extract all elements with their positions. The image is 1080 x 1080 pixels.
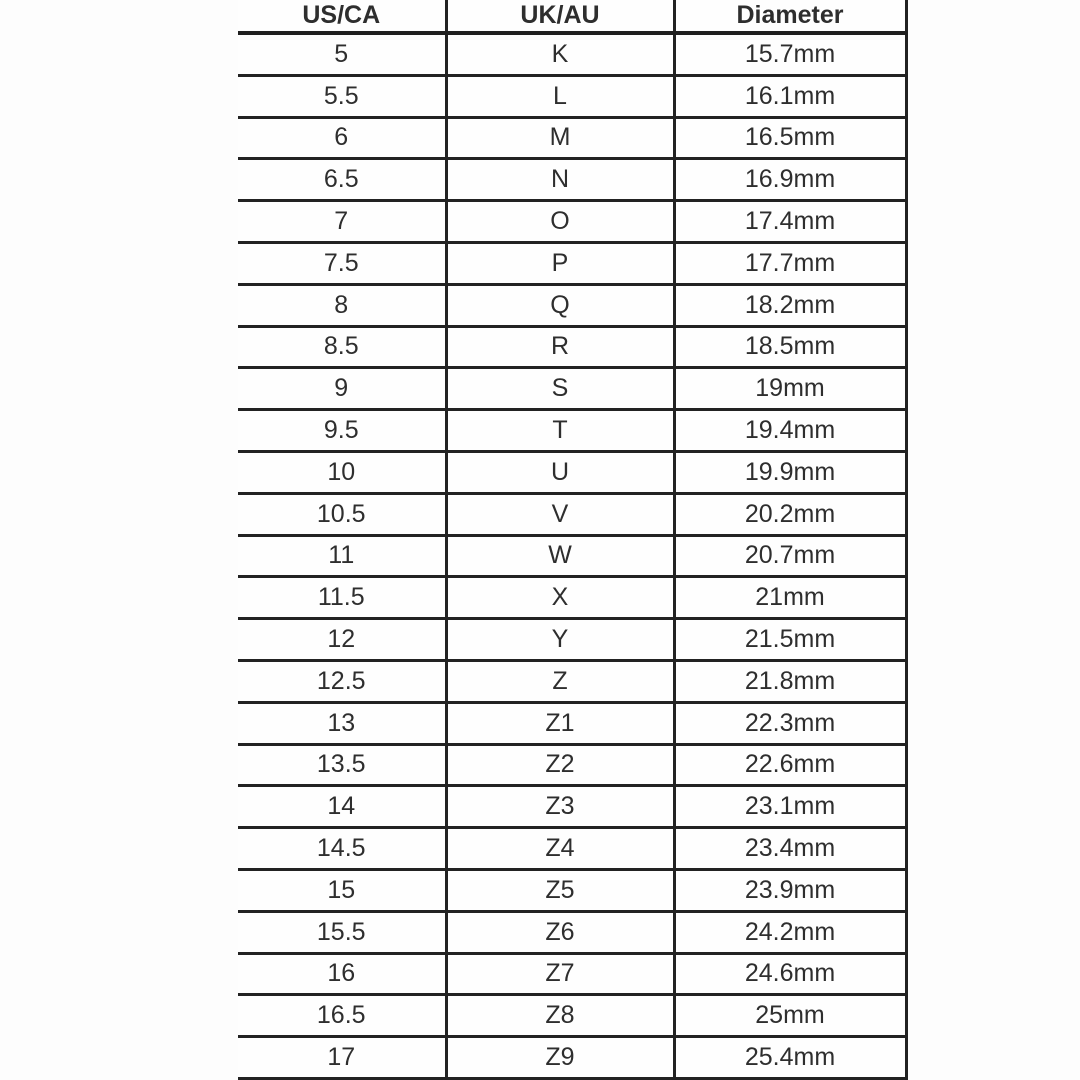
table-row (238, 368, 906, 410)
diameter-cell: 18.2mm (674, 284, 906, 326)
table-row (238, 786, 906, 828)
table-row (238, 117, 906, 159)
diameter-cell: 24.2mm (674, 911, 906, 953)
table-row (238, 619, 906, 661)
diameter-cell: 19.9mm (674, 451, 906, 493)
diameter-cell: 23.4mm (674, 828, 906, 870)
uk-au-cell: Z2 (446, 744, 674, 786)
table-row (238, 744, 906, 786)
us-ca-cell: 8 (238, 284, 446, 326)
diameter-cell: 21.5mm (674, 619, 906, 661)
diameter-cell: 24.6mm (674, 953, 906, 995)
ring-size-conversion-table (238, 0, 908, 1080)
us-ca-cell: 10.5 (238, 493, 446, 535)
table-row (238, 995, 906, 1037)
diameter-cell: 23.1mm (674, 786, 906, 828)
diameter-cell: 20.7mm (674, 535, 906, 577)
us-ca-cell: 12.5 (238, 660, 446, 702)
diameter-cell: 16.5mm (674, 117, 906, 159)
uk-au-cell: S (446, 368, 674, 410)
uk-au-cell: P (446, 242, 674, 284)
us-ca-cell: 6 (238, 117, 446, 159)
table-row (238, 493, 906, 535)
uk-au-cell: O (446, 201, 674, 243)
table-row (238, 284, 906, 326)
diameter-cell: 17.7mm (674, 242, 906, 284)
table-row (238, 410, 906, 452)
table-row (238, 326, 906, 368)
diameter-cell: 22.3mm (674, 702, 906, 744)
column-header-diameter: Diameter (674, 0, 906, 33)
us-ca-cell: 9 (238, 368, 446, 410)
diameter-cell: 19mm (674, 368, 906, 410)
uk-au-cell: Z3 (446, 786, 674, 828)
diameter-cell: 16.1mm (674, 75, 906, 117)
uk-au-cell: Z (446, 660, 674, 702)
table-row (238, 1037, 906, 1079)
diameter-cell: 19.4mm (674, 410, 906, 452)
uk-au-cell: Z6 (446, 911, 674, 953)
uk-au-cell: X (446, 577, 674, 619)
column-header-us-ca: US/CA (238, 0, 446, 33)
us-ca-cell: 7.5 (238, 242, 446, 284)
diameter-cell: 23.9mm (674, 869, 906, 911)
us-ca-cell: 7 (238, 201, 446, 243)
diameter-cell: 25.4mm (674, 1037, 906, 1079)
us-ca-cell: 6.5 (238, 159, 446, 201)
uk-au-cell: Z5 (446, 869, 674, 911)
us-ca-cell: 10 (238, 451, 446, 493)
diameter-cell: 21.8mm (674, 660, 906, 702)
table-row (238, 911, 906, 953)
us-ca-cell: 16 (238, 953, 446, 995)
us-ca-cell: 15 (238, 869, 446, 911)
us-ca-cell: 11 (238, 535, 446, 577)
uk-au-cell: W (446, 535, 674, 577)
table-row (238, 159, 906, 201)
diameter-cell: 20.2mm (674, 493, 906, 535)
column-header-uk-au: UK/AU (446, 0, 674, 33)
table-row (238, 702, 906, 744)
uk-au-cell: U (446, 451, 674, 493)
table-row (238, 577, 906, 619)
uk-au-cell: Z4 (446, 828, 674, 870)
uk-au-cell: L (446, 75, 674, 117)
us-ca-cell: 12 (238, 619, 446, 661)
us-ca-cell: 5.5 (238, 75, 446, 117)
table-row (238, 201, 906, 243)
us-ca-cell: 13.5 (238, 744, 446, 786)
table-body (238, 33, 906, 1078)
uk-au-cell: K (446, 33, 674, 75)
us-ca-cell: 11.5 (238, 577, 446, 619)
table-row (238, 660, 906, 702)
diameter-cell: 25mm (674, 995, 906, 1037)
us-ca-cell: 17 (238, 1037, 446, 1079)
uk-au-cell: V (446, 493, 674, 535)
us-ca-cell: 9.5 (238, 410, 446, 452)
us-ca-cell: 16.5 (238, 995, 446, 1037)
uk-au-cell: Z7 (446, 953, 674, 995)
table-row (238, 451, 906, 493)
us-ca-cell: 15.5 (238, 911, 446, 953)
uk-au-cell: Z9 (446, 1037, 674, 1079)
uk-au-cell: Z1 (446, 702, 674, 744)
uk-au-cell: R (446, 326, 674, 368)
table-row (238, 535, 906, 577)
us-ca-cell: 5 (238, 33, 446, 75)
uk-au-cell: Q (446, 284, 674, 326)
diameter-cell: 22.6mm (674, 744, 906, 786)
diameter-cell: 21mm (674, 577, 906, 619)
table-row (238, 242, 906, 284)
diameter-cell: 17.4mm (674, 201, 906, 243)
diameter-cell: 16.9mm (674, 159, 906, 201)
table-row (238, 953, 906, 995)
table-row (238, 828, 906, 870)
table-row (238, 75, 906, 117)
us-ca-cell: 8.5 (238, 326, 446, 368)
table-row (238, 869, 906, 911)
us-ca-cell: 13 (238, 702, 446, 744)
table-header (238, 0, 906, 33)
header-row (238, 0, 906, 33)
uk-au-cell: N (446, 159, 674, 201)
us-ca-cell: 14.5 (238, 828, 446, 870)
uk-au-cell: M (446, 117, 674, 159)
us-ca-cell: 14 (238, 786, 446, 828)
diameter-cell: 15.7mm (674, 33, 906, 75)
uk-au-cell: T (446, 410, 674, 452)
uk-au-cell: Z8 (446, 995, 674, 1037)
table-row (238, 33, 906, 75)
diameter-cell: 18.5mm (674, 326, 906, 368)
uk-au-cell: Y (446, 619, 674, 661)
